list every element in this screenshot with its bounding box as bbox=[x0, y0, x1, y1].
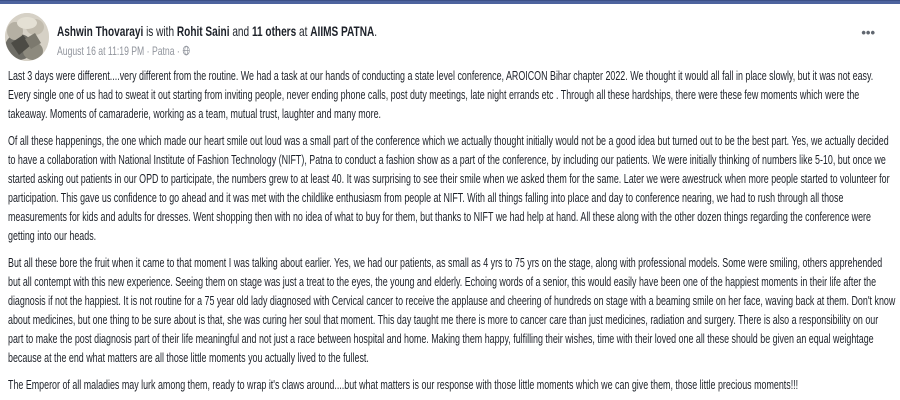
place-link[interactable]: Patna bbox=[151, 44, 175, 58]
author-link[interactable]: Ashwin Thovarayi bbox=[57, 23, 144, 39]
byline-text-is-with: is with bbox=[143, 23, 177, 39]
avatar-photo bbox=[5, 13, 49, 61]
meta-separator: · bbox=[174, 44, 183, 58]
post-paragraph: Last 3 days were different....very different from the routine. We had a task at our hands of conducting a state level conference, AROICON Bihar chapter 2022. We thought it would all fall in place slowly, but it was not easy. Every single one of us had to sweat it out starting from inviting people, never ending phone calls, post duty meetings, late night errands etc . Through all these hardships, there were these few moments which were the takeaway. Moments of camaraderie, working as a team, mutual trust, laughter and many more. bbox=[8, 68, 874, 121]
byline-text-and: and bbox=[229, 23, 252, 39]
post-body bbox=[8, 66, 896, 394]
post-paragraph: But all these bore the fruit when it came to that moment I was talking about earlier. Yes, we had our patients, as small as 4 yrs to 75 yrs on the stage, along with professional models. Some were smiling, others apprehended but all contempt with this new experience. Seeing them on stage was just a treat to the eyes, the young and elderly. Echoing words of a senior, this would easily have been one of the happiest moments in their life after the diagnosis if not the happiest. It is not routine for a 75 year old lady diagnosed with Cervical cancer to receive the applause and cheering of hundreds on stage with a beaming smile on her face, waving back at them. Don't know about medicines, but one thing to be sure about is that, she was curing her soul that moment. This day taught me there is more to cancer care than just medicines, radiation and surgery. There is also a responsibility on our part to make the post diagnosis part of their life meaningful and not just a race between hospital and home. Making them happy, fulfilling their wishes, time with their loved one all these should be given an equal weightage because at the end what matters are all those little moments you actually lived to the fullest. bbox=[8, 255, 896, 365]
location-tag-link[interactable]: AIIMS PATNA bbox=[310, 23, 375, 39]
byline-period: . bbox=[374, 23, 378, 39]
post-options-button[interactable] bbox=[857, 24, 879, 41]
timestamp-link[interactable]: August 16 at 11:19 PM bbox=[57, 44, 145, 58]
post-meta bbox=[57, 44, 849, 59]
post-header bbox=[0, 4, 900, 62]
globe-privacy-icon bbox=[182, 45, 190, 59]
byline-text-at: at bbox=[296, 23, 311, 39]
post-paragraph: Of all these happenings, the one which made our heart smile out loud was a small part of the conference which we actually thought initially would not be a good idea but turned out to be the best part. Yes, we actually decided to have a collaboration with National Institute of Fashion Technology (NIFT), Patna to conduct a fashion show as a part of the conference, by including our patients. We were initially thinking of numbers like 5-10, but once we started asking out patients in our OPD to participate, the numbers grew to at least 40. It was surprising to see their smile when we asked them for the same. Later we were awestruck when more people started to volunteer for participation. This gave us confidence to go ahead and it was met with the childlike enthusiasm from people at NIFT. With all things falling into place and day to conference nearing, we had to rush through all those measurements for kids and adults for dresses. Went shopping then with no idea of what to buy for them, but thanks to NIFT we had help at hand. All these along with the other dozen things regarding the conference were getting into our heads. bbox=[8, 133, 890, 243]
post-header-text bbox=[57, 23, 849, 59]
meta-separator: · bbox=[144, 44, 152, 58]
profile-avatar[interactable] bbox=[5, 13, 49, 61]
tagged-friend-link[interactable]: Rohit Saini bbox=[176, 23, 230, 39]
post-byline bbox=[57, 23, 849, 40]
ellipsis-icon: ••• bbox=[861, 25, 875, 40]
tagged-others-link[interactable]: 11 others bbox=[251, 23, 297, 39]
post-paragraph: The Emperor of all maladies may lurk among them, ready to wrap it's claws around....but what matters is our response with those little moments which we can give them, those little precious moments!!! bbox=[8, 377, 799, 392]
